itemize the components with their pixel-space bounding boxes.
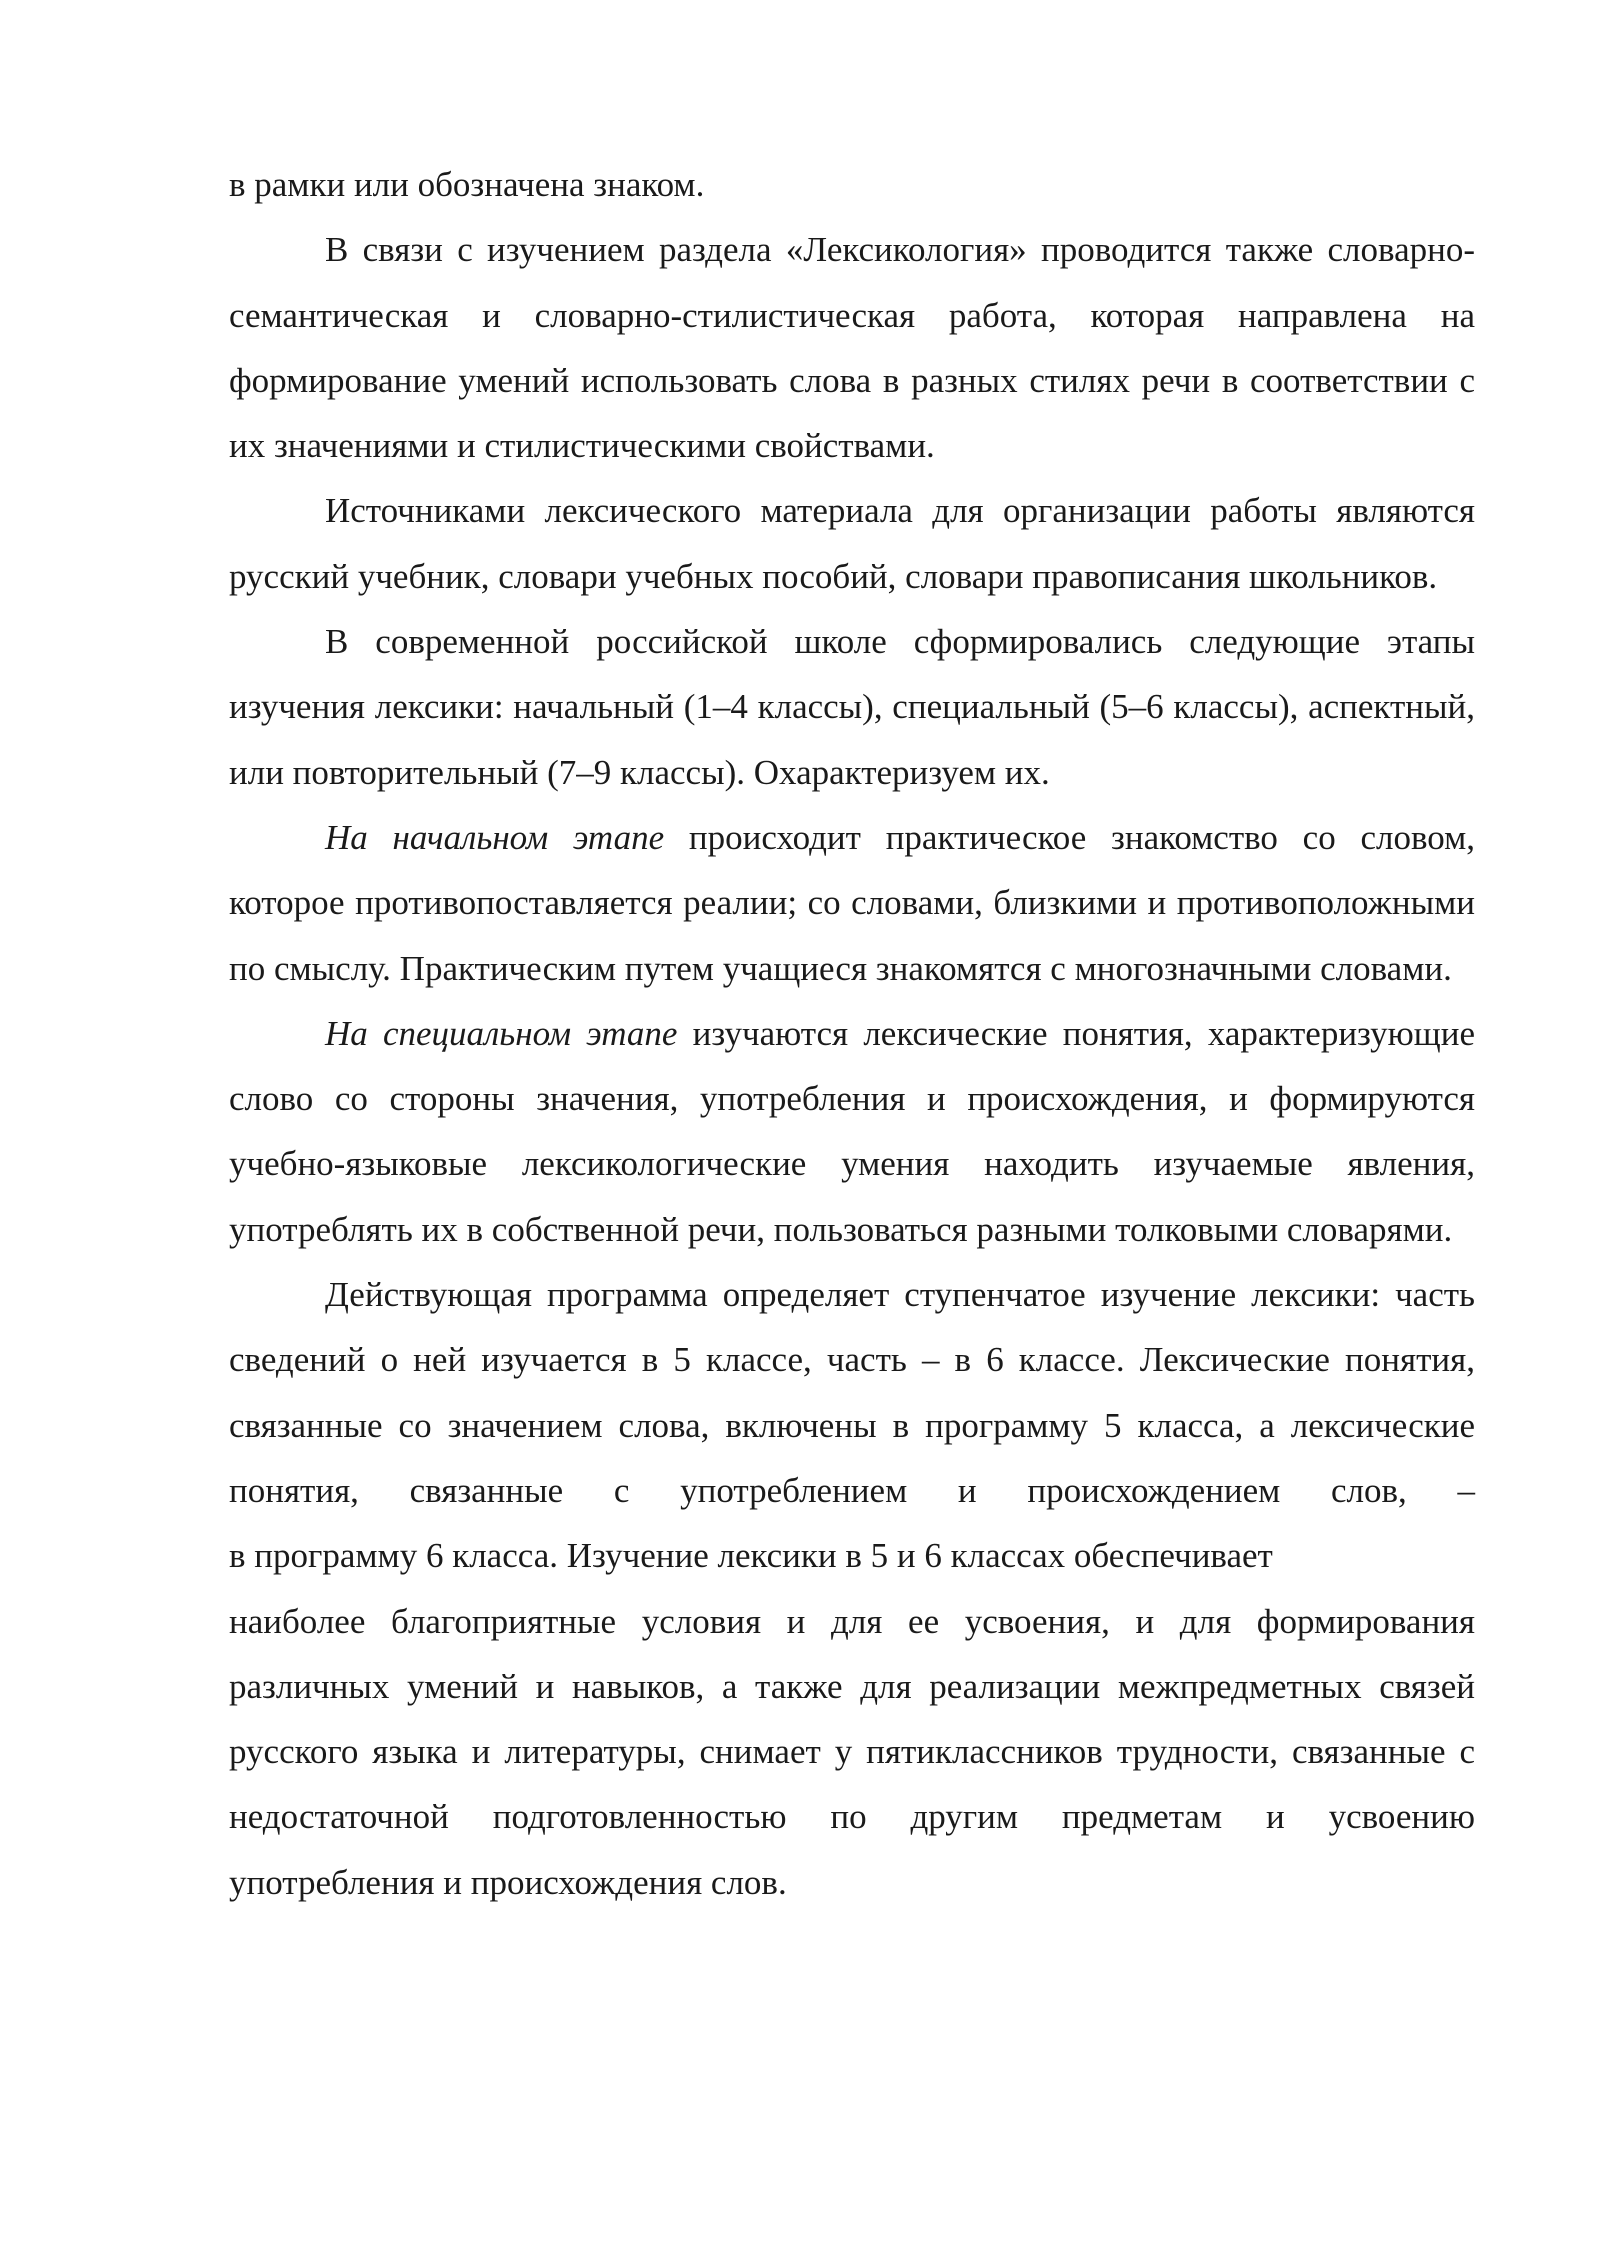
paragraph-continuation: в рамки или обозначена знаком. [229, 165, 705, 204]
document-page [229, 152, 1475, 1915]
italic-initial-stage: На начальном этапе [325, 817, 665, 857]
paragraph-lexicology-work: В связи с изучением раздела «Лексикология» проводится также словарно-семантическая и словарно-стилистическая работа, которая направлена на формирование умений использовать слова в разных стилях речи в соответствии с их значениями и стилистическими свойствами. [229, 230, 1475, 466]
paragraph-program-line: в программу 6 класса. Изучение лексики в 5 и 6 классах обеспечивает [229, 1536, 1273, 1576]
text-special-stage: изучаются лексические понятия, характеризующие слово со стороны значения, употребления и происхождения, и формируются учебно-языковые лексикологические умения находить изучаемые явления, употреблять их в собственной речи, пользоваться разными толковыми словарями. [229, 1013, 1475, 1249]
paragraph-program: Действующая программа определяет ступенчатое изучение лексики: часть сведений о ней изучается в 5 классе, часть – в 6 классе. Лексические понятия, связанные со значением слова, включены в программу 5 класса, а лексические понятия, связанные с употреблением и происхождением слов, – [229, 1275, 1475, 1510]
text-initial-stage: происходит практическое знакомство со словом, которое противопоставляется реалии; со словами, близкими и противоположными по смыслу. Практическим путем учащиеся знакомятся с многозначными словами. [229, 817, 1475, 988]
paragraph-special-stage [229, 1001, 1475, 1262]
paragraph-stages: В современной российской школе сформировались следующие этапы изучения лексики: начальный (1–4 классы), специальный (5–6 классы), аспектный, или повторительный (7–9 классы). Охарактеризуем их. [229, 622, 1475, 792]
paragraph-initial-stage [229, 805, 1475, 1001]
paragraph-sources: Источниками лексического материала для организации работы являются русский учебник, словари учебных пособий, словари правописания школьников. [229, 491, 1475, 596]
italic-special-stage: На специальном этапе [325, 1013, 678, 1053]
paragraph-program-continuation: наиболее благоприятные условия и для ее усвоения, и для формирования различных умений и навыков, а также для реализации межпредметных связей русского языка и литературы, снимает у пятиклассников трудности, связанные с недостаточной подготовленностью по другим предметам и усвоению употребления и происхождения слов. [229, 1601, 1475, 1902]
